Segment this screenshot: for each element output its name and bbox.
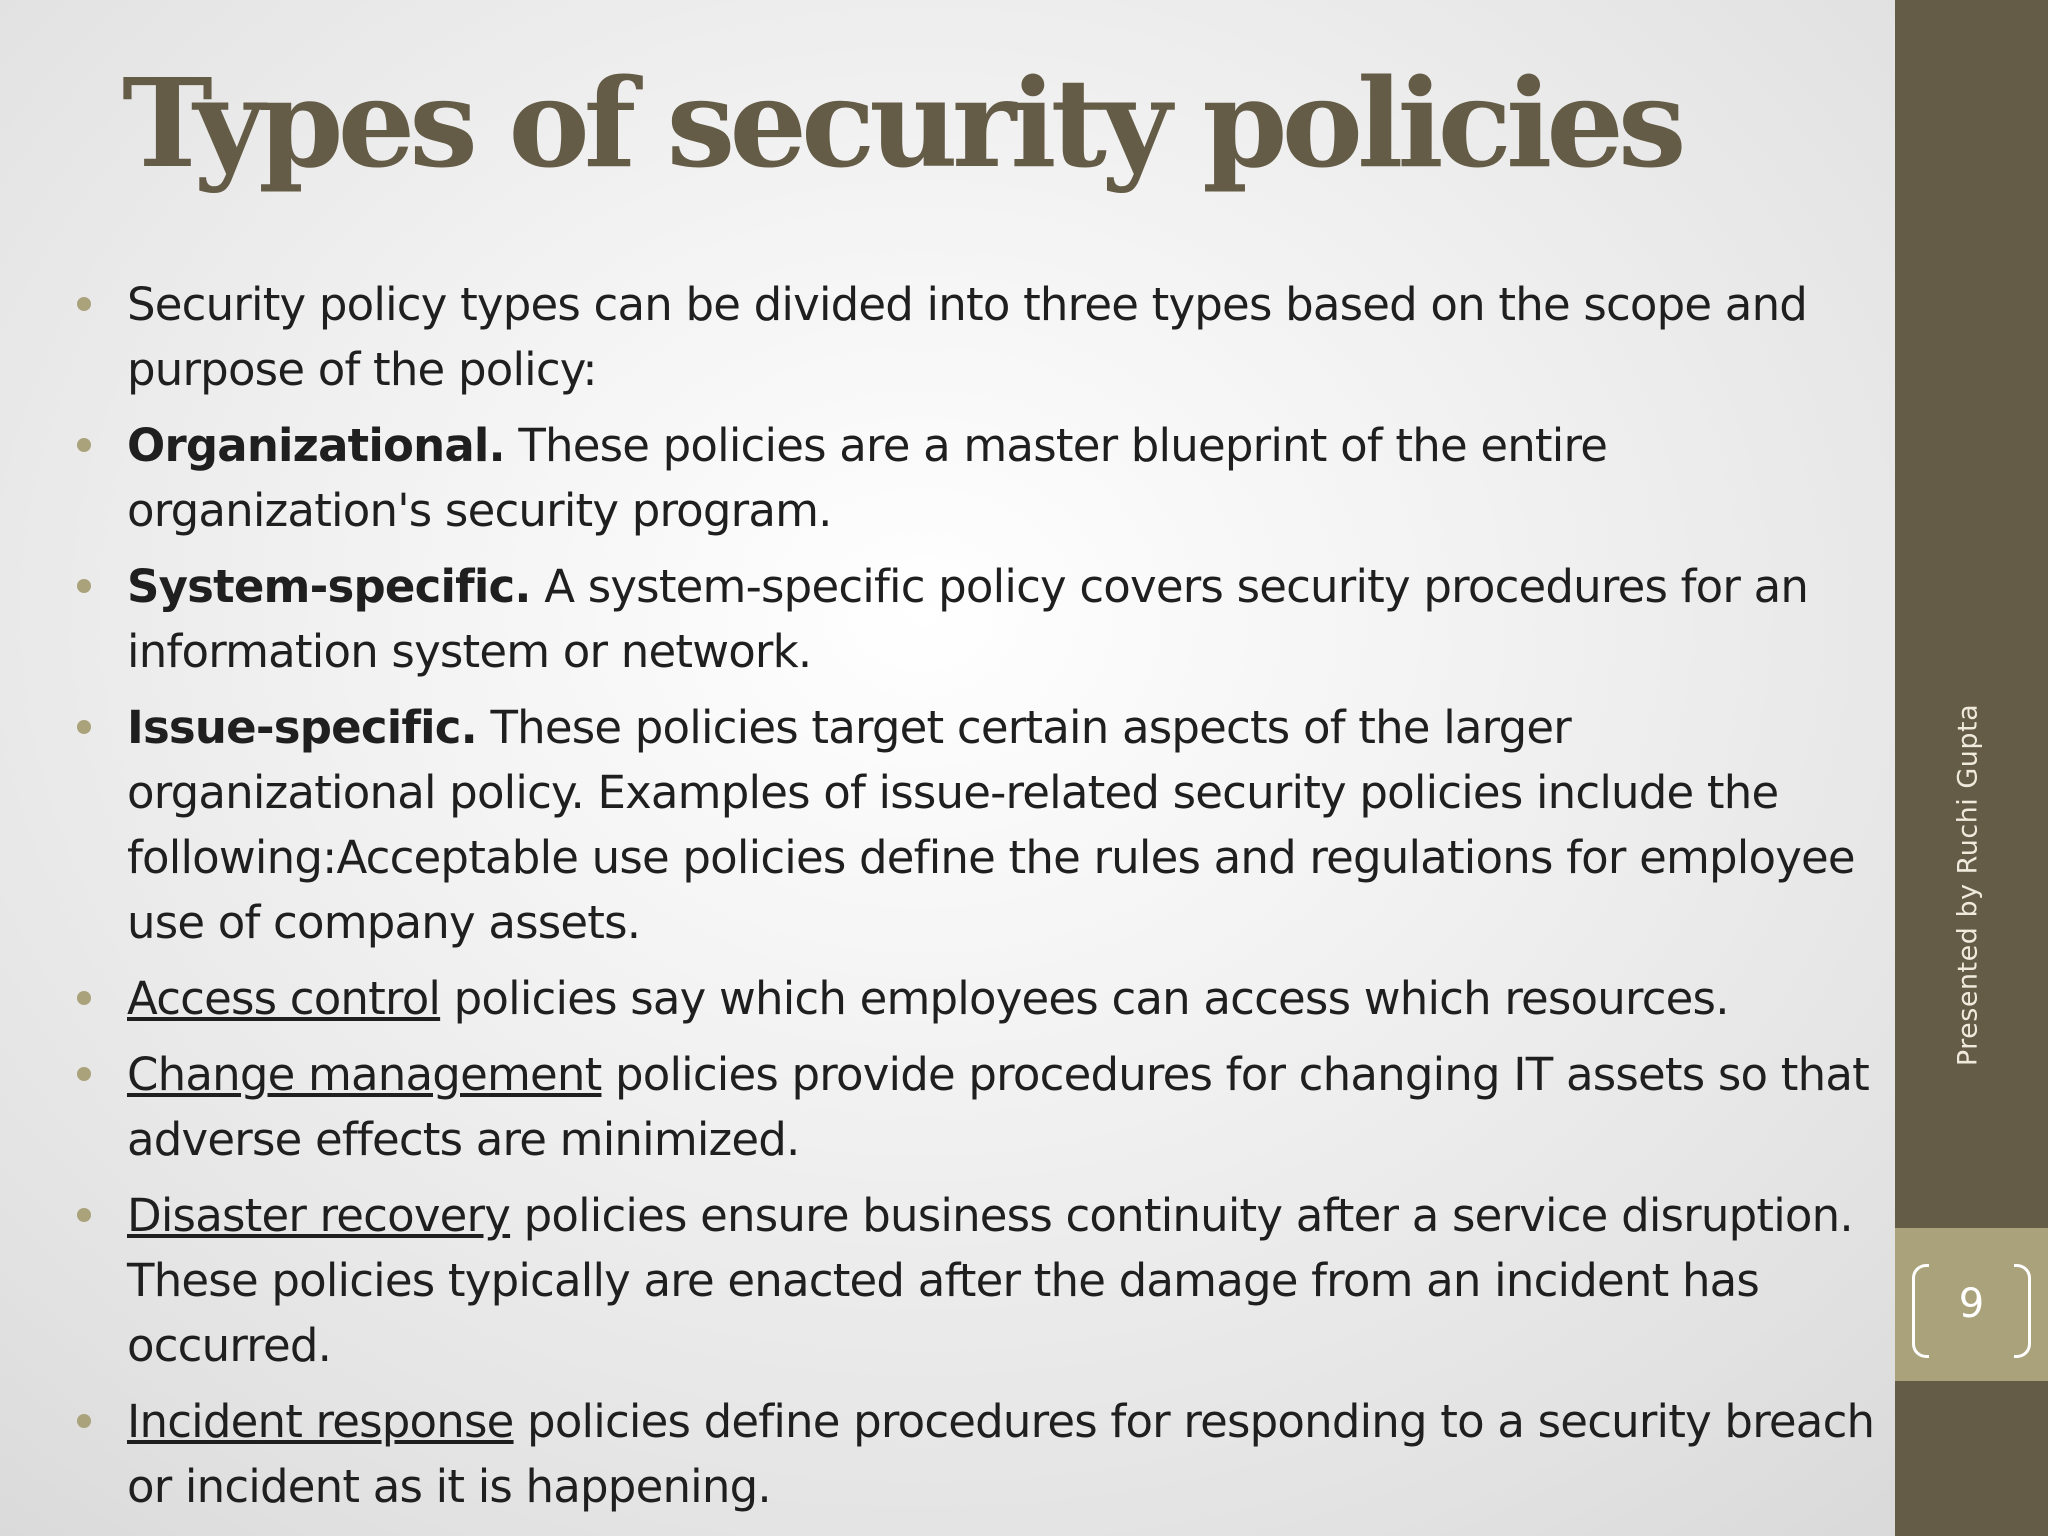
bullet-text: These policies target certain aspects of the larger organizational policy. Examples of issue-related security policies include the following:Acceptable use policies define the rules and regulations for employee use of company assets.	[127, 701, 1855, 949]
bullet-item	[127, 272, 1887, 402]
presenter-credit: Presented by Ruchi Gupta	[1952, 703, 1984, 1067]
bullet-text: policies define procedures for responding to a security breach or incident as it is happening.	[127, 1395, 1875, 1513]
bullet-dot-icon	[77, 991, 91, 1005]
bullet-item	[127, 1389, 1887, 1519]
bullet-item	[127, 695, 1887, 955]
bullet-dot-icon	[77, 1208, 91, 1222]
bullet-text: Security policy types can be divided into three types based on the scope and purpose of the policy:	[127, 278, 1808, 396]
bullet-text: policies say which employees can access which resources.	[440, 972, 1729, 1025]
bullet-link[interactable]: Incident response	[127, 1395, 514, 1448]
bullet-link[interactable]: Disaster recovery	[127, 1189, 511, 1242]
slide-title: Types of security policies	[122, 51, 1681, 195]
bullet-dot-icon	[77, 1414, 91, 1428]
bullet-item	[127, 966, 1887, 1031]
bullet-dot-icon	[77, 1067, 91, 1081]
bullet-lead: Issue-specific.	[127, 701, 477, 754]
bullet-dot-icon	[77, 438, 91, 452]
bullet-dot-icon	[77, 579, 91, 593]
bullet-list	[127, 272, 1887, 1530]
bullet-text: policies ensure business continuity after a service disruption. These policies typically are enacted after the damage from an incident has occurred.	[127, 1189, 1853, 1372]
bullet-link[interactable]: Access control	[127, 972, 441, 1025]
bullet-link[interactable]: Change management	[127, 1048, 602, 1101]
bullet-dot-icon	[77, 720, 91, 734]
bullet-dot-icon	[77, 297, 91, 311]
page-number-box	[1895, 1228, 2048, 1381]
bullet-text: A system-specific policy covers security procedures for an information system or network.	[127, 560, 1809, 678]
bullet-lead: System-specific.	[127, 560, 531, 613]
bullet-item	[127, 554, 1887, 684]
bullet-text: These policies are a master blueprint of the entire organization's security program.	[127, 419, 1608, 537]
bullet-item	[127, 1042, 1887, 1172]
page-number: 9	[1958, 1281, 1985, 1327]
bullet-text: policies provide procedures for changing IT assets so that adverse effects are minimized.	[127, 1048, 1869, 1166]
bullet-item	[127, 413, 1887, 543]
bullet-item	[127, 1183, 1887, 1378]
bullet-lead: Organizational.	[127, 419, 505, 472]
